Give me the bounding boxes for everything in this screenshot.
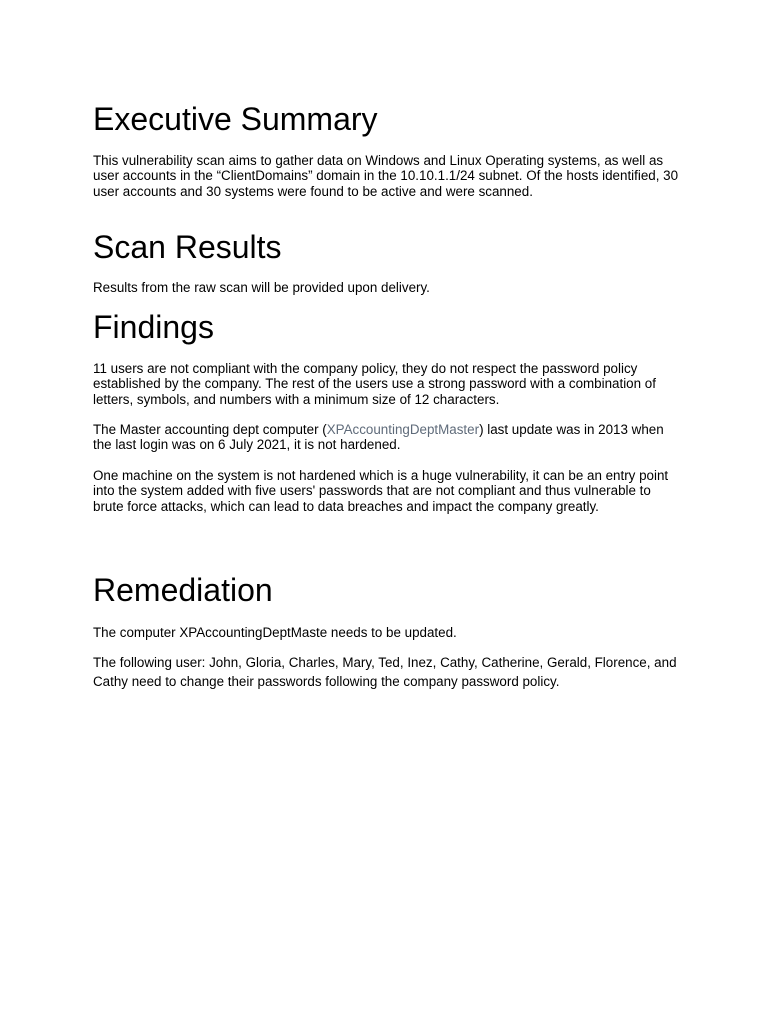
scan-results-body: Results from the raw scan will be provided upon delivery. [93,280,430,295]
findings-paragraph-2-after: ) last update was in 2013 when the last login was on 6 July 2021, it is not hardened. [93,422,664,453]
remediation-heading: Remediation [93,572,273,608]
executive-summary-heading: Executive Summary [93,101,378,137]
findings-paragraph-3: One machine on the system is not hardened which is a huge vulnerability, it can be an entry point into the system added with five users' passwords that are not compliant and thus vulnerable to brute force attacks, which can lead to data breaches and impact the company greatly. [93,468,669,514]
scan-results-heading: Scan Results [93,229,282,265]
findings-paragraph-2-before: The Master accounting dept computer ( [93,422,327,437]
computer-name-link[interactable]: XPAccountingDeptMaster [326,422,480,437]
findings-heading: Findings [93,309,214,345]
findings-paragraph-1: 11 users are not compliant with the company policy, they do not respect the password policy established by the company. The rest of the users use a strong password with a combination of letters, symbols, and numbers with a minimum size of 12 characters. [93,361,656,407]
executive-summary-body: This vulnerability scan aims to gather data on Windows and Linux Operating systems, as well as user accounts in the “ClientDomains” domain in the 10.10.1.1/24 subnet. Of the hosts identified, 30 user accounts and 30 systems were found to be active and were scanned. [93,153,679,199]
remediation-paragraph-2: The following user: John, Gloria, Charles, Mary, Ted, Inez, Cathy, Catherine, Gerald, Florence, and Cathy need to change their passwords following the company password policy. [93,655,677,689]
remediation-paragraph-1: The computer XPAccountingDeptMaste needs to be updated. [93,625,457,640]
findings-paragraph-2 [93,422,683,453]
